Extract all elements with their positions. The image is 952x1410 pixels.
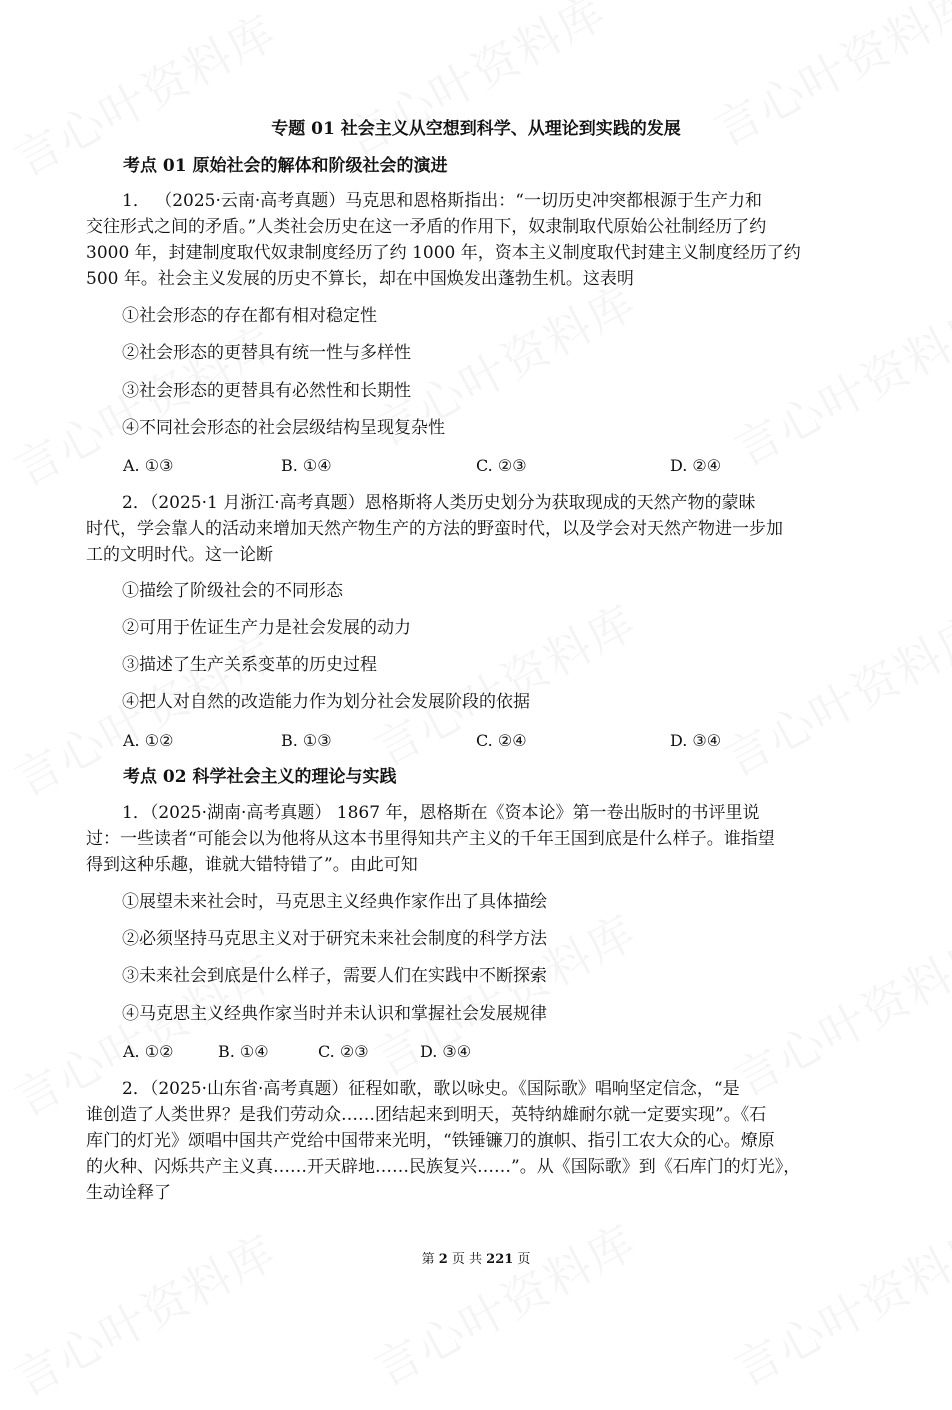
footer-suffix: 页 (513, 1252, 531, 1267)
statement-option: ②社会形态的更替具有统一性与多样性 (122, 343, 411, 363)
question-text-line: 3000 年，封建制度取代奴隶制度经历了约 1000 年，资本主义制度取代封建主义制度经历了约 (86, 243, 801, 263)
statement-option: ①描绘了阶级社会的不同形态 (122, 581, 343, 601)
statement-option: ④马克思主义经典作家当时并未认识和掌握社会发展规律 (122, 1004, 547, 1024)
question-text-line: 2．（2025·1 月浙江·高考真题）恩格斯将人类历史划分为获取现成的天然产物的蒙昧 (122, 493, 756, 513)
answer-choice-d: D. ③④ (420, 1042, 472, 1061)
watermark (721, 916, 952, 1109)
question-text-line: 时代，学会靠人的活动来增加天然产物生产的方法的野蛮时代，以及学会对天然产物进一步加 (86, 519, 783, 539)
answer-choice-b: B. ①④ (218, 1042, 269, 1061)
page-title: 专题 01 社会主义从空想到科学、从理论到实践的发展 (271, 119, 681, 139)
answer-choice-c: C. ②③ (318, 1042, 369, 1061)
question-text-line: 过：一些读者“可能会以为他将从这本书里得知共产主义的千年王国到底是什么样子。谁指望 (86, 829, 775, 849)
section-heading: 考点 01 原始社会的解体和阶级社会的演进 (123, 156, 448, 176)
watermark (361, 1206, 646, 1399)
page-footer (0, 1250, 952, 1270)
question-text-line: 的火种、闪烁共产主义真……开天辟地……民族复兴……”。从《国际歌》到《石库门的灯光》， (86, 1157, 801, 1177)
answer-choice-d: D. ③④ (670, 731, 722, 750)
question-text-line: 1．（2025·湖南·高考真题） 1867 年，恩格斯在《资本论》第一卷出版时的书评里说 (122, 803, 760, 823)
answer-choice-c: C. ②③ (476, 456, 527, 475)
current-page-number: 2 (438, 1252, 448, 1267)
footer-prefix: 第 (421, 1252, 439, 1267)
answer-choice-a: A. ①② (123, 1042, 174, 1061)
statement-option: ③社会形态的更替具有必然性和长期性 (122, 381, 411, 401)
watermark (711, 596, 952, 789)
question-text-line: 1． （2025·云南·高考真题）马克思和恩格斯指出：“一切历史冲突都根源于生产力和 (122, 191, 762, 211)
watermark (331, 0, 616, 170)
watermark (721, 286, 952, 479)
statement-option: ③描述了生产关系变革的历史过程 (122, 655, 377, 675)
answer-choice-b: B. ①③ (281, 731, 332, 750)
statement-option: ①社会形态的存在都有相对稳定性 (122, 306, 377, 326)
question-text-line: 生动诠释了 (86, 1183, 171, 1203)
question-text-line: 2．（2025·山东省·高考真题）征程如歌，歌以咏史。《国际歌》唱响坚定信念，“是 (122, 1079, 740, 1099)
question-text-line: 得到这种乐趣，谁就大错特错了”。由此可知 (86, 855, 418, 875)
answer-choice-a: A. ①③ (123, 456, 174, 475)
question-text-line: 交往形式之间的矛盾。”人类社会历史在这一矛盾的作用下，奴隶制取代原始公社制经历了约 (86, 217, 767, 237)
question-text-line: 库门的灯光》颂唱中国共产党给中国带来光明，“铁锤镰刀的旗帜、指引工农大众的心。燎原 (86, 1131, 775, 1151)
statement-option: ①展望未来社会时，马克思主义经典作家作出了具体描绘 (122, 892, 547, 912)
statement-option: ④不同社会形态的社会层级结构呈现复杂性 (122, 418, 445, 438)
statement-option: ③未来社会到底是什么样子，需要人们在实践中不断探索 (122, 966, 547, 986)
question-text-line: 500 年。社会主义发展的历史不算长，却在中国焕发出蓬勃生机。这表明 (86, 269, 634, 289)
answer-choice-a: A. ①② (123, 731, 174, 750)
watermark (1, 1216, 286, 1409)
question-text-line: 工的文明时代。这一论断 (86, 545, 273, 565)
statement-option: ④把人对自然的改造能力作为划分社会发展阶段的依据 (122, 692, 530, 712)
footer-middle: 页 共 (447, 1252, 487, 1267)
statement-option: ②必须坚持马克思主义对于研究未来社会制度的科学方法 (122, 929, 547, 949)
answer-choice-b: B. ①④ (281, 456, 332, 475)
statement-option: ②可用于佐证生产力是社会发展的动力 (122, 618, 411, 638)
answer-choice-d: D. ②④ (670, 456, 722, 475)
answer-choice-c: C. ②④ (476, 731, 527, 750)
watermark (721, 1206, 952, 1399)
section-heading: 考点 02 科学社会主义的理论与实践 (123, 767, 397, 787)
question-text-line: 谁创造了人类世界？是我们劳动众……团结起来到明天，英特纳雄耐尔就一定要实现”。《石 (86, 1105, 767, 1125)
total-page-count: 221 (486, 1252, 514, 1267)
